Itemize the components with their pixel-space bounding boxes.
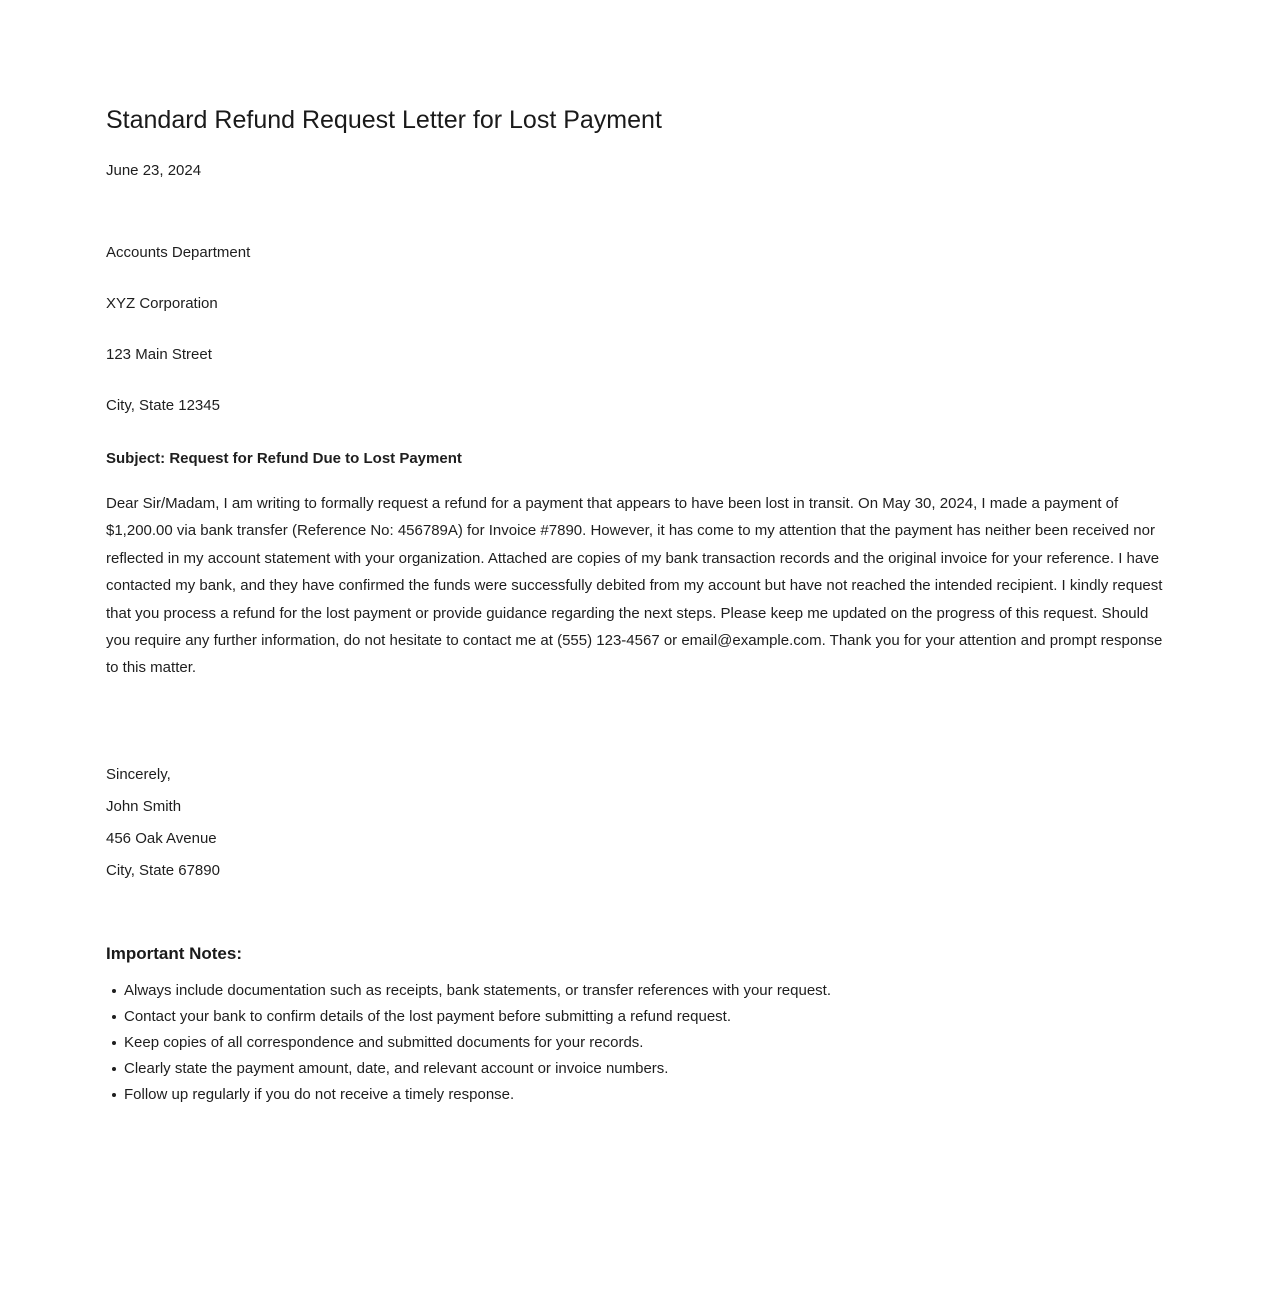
- document-date: June 23, 2024: [106, 162, 202, 179]
- note-item: Clearly state the payment amount, date, and relevant account or invoice numbers.: [106, 1056, 1170, 1082]
- note-item: Follow up regularly if you do not receive a timely response.: [106, 1082, 1170, 1108]
- recipient-company: XYZ Corporation: [106, 295, 218, 312]
- note-item: Keep copies of all correspondence and submitted documents for your records.: [106, 1030, 1170, 1056]
- important-notes-list: [106, 978, 1170, 1108]
- recipient-address-block: [106, 244, 1170, 415]
- signature-name: John Smith: [106, 797, 182, 815]
- signature-city-state-zip: City, State 67890: [106, 861, 220, 879]
- recipient-city-state-zip: City, State 12345: [106, 397, 220, 414]
- signature-street: 456 Oak Avenue: [106, 829, 217, 847]
- important-notes-heading: Important Notes:: [106, 943, 242, 963]
- letter-body-paragraph: Dear Sir/Madam, I am writing to formally request a refund for a payment that appears to have been lost in transit. On May 30, 2024, I made a payment of $1,200.00 via bank transfer (Reference No: 456789A) for Invoice #7890. However, it has come to my attention that the payment has neither been received nor reflected in my account statement with your organization. Attached are copies of my bank transaction records and the original invoice for your reference. I have contacted my bank, and they have confirmed the funds were successfully debited from my account but have not reached the intended recipient. I kindly request that you process a refund for the lost payment or provide guidance regarding the next steps. Please keep me updated on the progress of this request. Should you require any further information, do not hesitate to contact me at (555) 123-4567 or email@example.com. Thank you for your attention and prompt response to this matter.: [106, 495, 1163, 677]
- recipient-street: 123 Main Street: [106, 346, 212, 363]
- signature-block: [106, 759, 1170, 887]
- recipient-department: Accounts Department: [106, 244, 251, 261]
- subject-line: Subject: Request for Refund Due to Lost Payment: [106, 450, 462, 467]
- signature-closing: Sincerely,: [106, 765, 171, 783]
- note-item: Contact your bank to confirm details of the lost payment before submitting a refund request.: [106, 1004, 1170, 1030]
- note-item: Always include documentation such as receipts, bank statements, or transfer references with your request.: [106, 978, 1170, 1004]
- document-title: Standard Refund Request Letter for Lost Payment: [106, 106, 662, 134]
